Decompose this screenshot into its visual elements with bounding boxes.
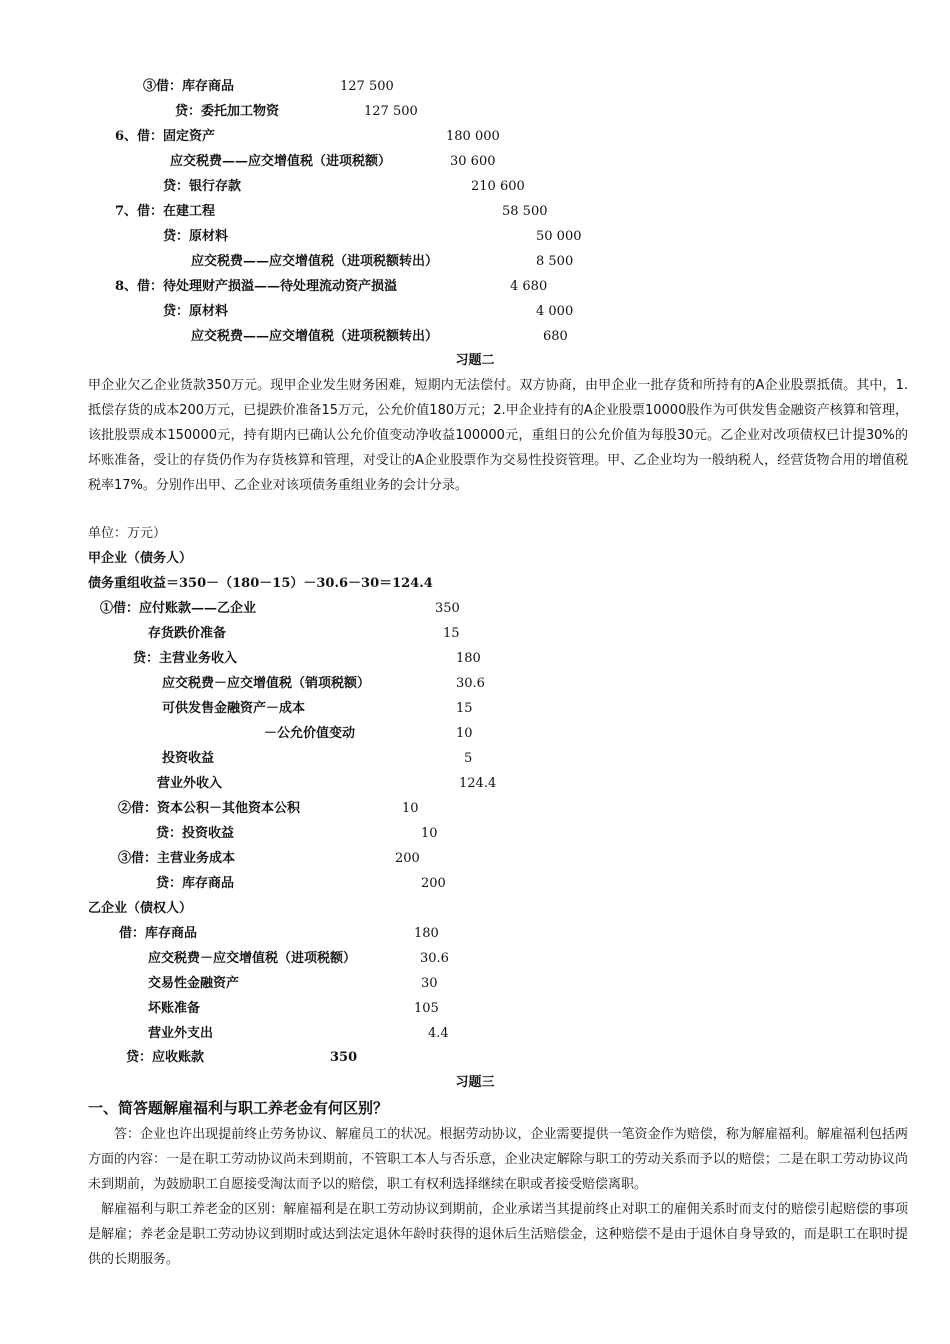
entry-text: 应交税费－应交增值税（进项税额） (148, 951, 357, 966)
exercise2-problem: 甲企业欠乙企业货款350万元。现甲企业发生财务困难，短期内无法偿付。双方协商，由甲企业一批存货和所持有的A企业股票抵债。其中，1.抵偿存货的成本200万元，已提跌价准备15万元，公允价值180万元；2.甲企业持有的A企业股票10000股作为可供发售金融资产核算和管理，该批股票成本150000元，持有期内已确认公允价值变动净收益100000元，重组日的公允价值为每股30元。乙企业对改项债权已计提30%的坏账准备，受让的存货仍作为存货核算和管理，对受让的A企业股票作为交易性投资管理。甲、乙企业均为一般纳税人，经营货物合用的增值税税率17%。分别作出甲、乙企业对该项债务重组业务的会计分录。 (88, 378, 908, 493)
entry-text: 营业外收入 (157, 776, 223, 791)
entry-text: 8、借：待处理财产损溢——待处理流动资产损溢 (115, 279, 398, 294)
entry-text: 应交税费——应交增值税（进项税额） (170, 154, 392, 169)
entry-text: ①借：应付账款——乙企业 (100, 601, 257, 616)
entry-text: 借：库存商品 (119, 926, 198, 941)
entry-text: 应交税费－应交增值税（销项税额） (162, 676, 371, 691)
entry-text: 可供发售金融资产－成本 (162, 701, 306, 716)
entry-amount: 50 000 (536, 229, 582, 244)
entry-text: 6、借：固定资产 (115, 129, 216, 144)
entry-amount: 200 (395, 851, 420, 866)
gain-formula: 债务重组收益＝350－（180－15）－30.6－30＝124.4 (88, 576, 433, 591)
entry-amount: 127 500 (340, 79, 394, 94)
entry-text: 存货跌价准备 (148, 626, 227, 641)
entry-amount: 58 500 (502, 204, 548, 219)
entry-amount: 210 600 (471, 179, 525, 194)
answer-paragraph-2: 解雇福利与职工养老金的区别：解雇福利是在职工劳动协议到期前，企业承诺当其提前终止对职工的雇佣关系时而支付的赔偿引起赔偿的事项是解雇；养老金是职工劳动协议到期时或达到法定退休年龄时获得的退休后生活赔偿金，这种赔偿不是由于退休自身导致的，而是职工在职时提供的长期服务。 (88, 1202, 908, 1267)
entry-amount: 105 (414, 1001, 439, 1016)
exercise2-title: 习题二 (455, 353, 495, 368)
entry-amount: 350 (435, 601, 460, 616)
entry-text: ②借：资本公积－其他资本公积 (118, 801, 301, 816)
entry-amount: 30.6 (420, 951, 449, 966)
entry-amount: 350 (330, 1050, 358, 1065)
entry-amount: 5 (464, 751, 473, 766)
entry-text: 营业外支出 (148, 1026, 214, 1041)
entry-text: 贷：银行存款 (163, 179, 242, 194)
entry-amount: 10 (402, 801, 419, 816)
entry-text: ③借：主营业务成本 (118, 851, 236, 866)
entry-amount: 4 680 (510, 279, 548, 294)
entry-amount: 10 (421, 826, 438, 841)
entry-amount: 127 500 (364, 104, 418, 119)
entry-amount: 200 (421, 876, 446, 891)
entry-text: 投资收益 (162, 751, 215, 766)
entry-amount: 124.4 (459, 776, 497, 791)
entry-text: 贷：原材料 (163, 229, 229, 244)
question-heading: 一、简答题解雇福利与职工养老金有何区别？ (88, 1099, 389, 1117)
entry-text: 应交税费——应交增值税（进项税额转出） (191, 254, 439, 269)
entry-text: 贷：原材料 (163, 304, 229, 319)
entry-amount: 4.4 (428, 1026, 449, 1041)
entry-amount: 30 600 (450, 154, 496, 169)
entry-text: 贷：委托加工物资 (175, 104, 280, 119)
entry-amount: 680 (543, 329, 568, 344)
unit-note: 单位：万元） (88, 526, 167, 541)
entry-amount: 10 (456, 726, 473, 741)
answer-paragraph-1: 答：企业也许出现提前终止劳务协议、解雇员工的状况。根据劳动协议，企业需要提供一笔资金作为赔偿，称为解雇福利。解雇福利包括两方面的内容：一是在职工劳动协议尚未到期前，不管职工本人与否乐意，企业决定解除与职工的劳动关系而予以的赔偿；二是在职工劳动协议尚未到期前，为鼓励职工自愿接受淘汰而予以的赔偿，职工有权利选择继续在职或者接受赔偿离职。 (88, 1127, 908, 1192)
entry-amount: 180 (456, 651, 481, 666)
entry-text: 贷：投资收益 (156, 826, 235, 841)
entry-text: 贷：库存商品 (156, 876, 235, 891)
exercise3-title: 习题三 (455, 1075, 495, 1090)
entry-text: 7、借：在建工程 (115, 204, 216, 219)
entry-text: 应交税费——应交增值税（进项税额转出） (191, 329, 439, 344)
entry-text: 贷：主营业务收入 (133, 651, 238, 666)
entry-text: ③借：库存商品 (143, 79, 235, 94)
entry-text: 交易性金融资产 (148, 976, 240, 991)
entry-amount: 30 (421, 976, 438, 991)
entry-amount: 4 000 (536, 304, 574, 319)
entry-amount: 30.6 (456, 676, 485, 691)
entry-amount: 8 500 (536, 254, 574, 269)
entry-amount: 15 (456, 701, 473, 716)
entry-amount: 180 (414, 926, 439, 941)
entry-amount: 180 000 (446, 129, 500, 144)
debtor-heading: 甲企业（债务人） (88, 551, 193, 566)
entry-text: 坏账准备 (148, 1001, 201, 1016)
creditor-heading: 乙企业（债权人） (88, 901, 193, 916)
entry-text: 贷：应收账款 (126, 1050, 205, 1065)
entry-amount: 15 (443, 626, 460, 641)
entry-text: －公允价值变动 (264, 726, 356, 741)
